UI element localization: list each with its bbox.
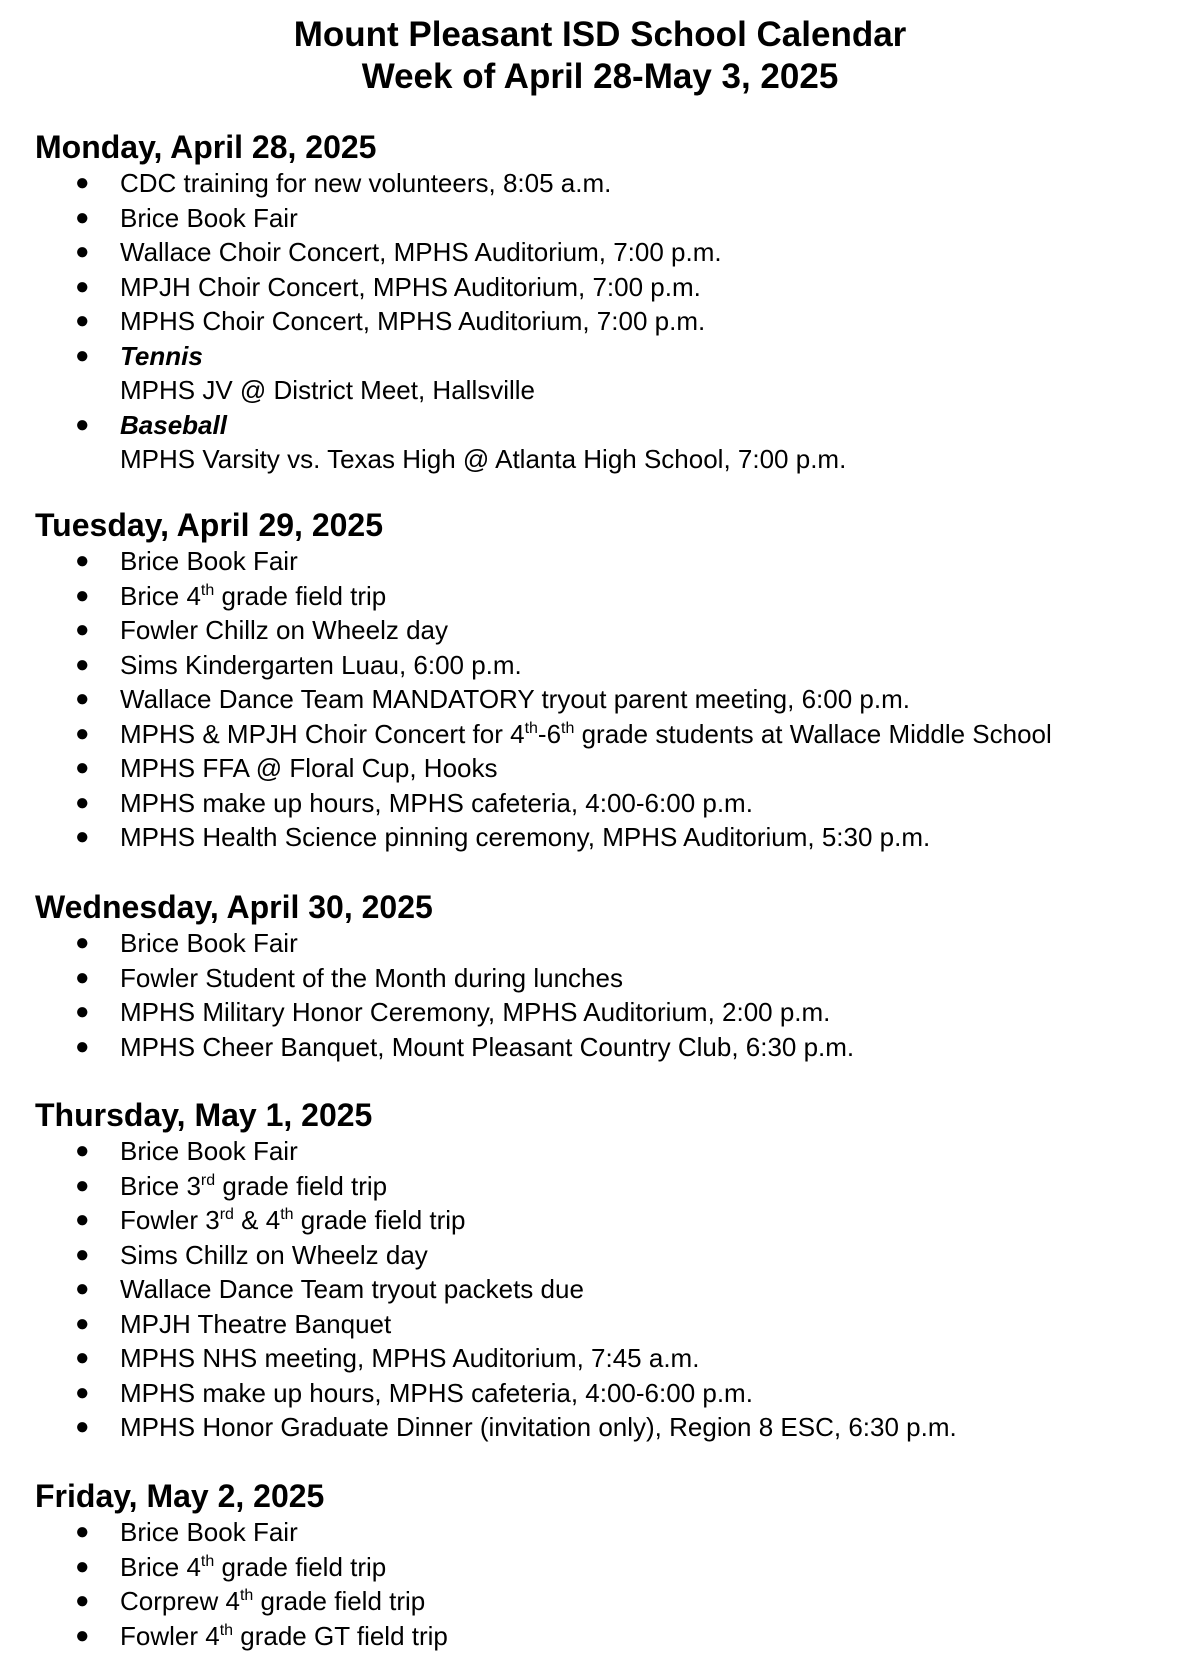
event-item	[35, 820, 1185, 855]
event-item	[35, 1272, 1185, 1307]
event-text: MPHS NHS meeting, MPHS Auditorium, 7:45 a.m.	[120, 1343, 699, 1373]
day-heading: Thursday, May 1, 2025	[35, 1096, 1185, 1134]
event-item	[35, 1134, 1185, 1169]
event-text: grade students at Wallace Middle School	[574, 719, 1051, 749]
event-text: MPHS make up hours, MPHS cafeteria, 4:00-6:00 p.m.	[120, 788, 753, 818]
ordinal-suffix: th	[220, 1622, 233, 1639]
ordinal-suffix: rd	[220, 1206, 234, 1223]
day-section-monday	[35, 128, 1185, 477]
bullet-icon: ●	[75, 270, 90, 305]
event-item	[35, 166, 1185, 201]
bullet-icon: ●	[75, 1376, 90, 1411]
bullet-icon: ●	[75, 682, 90, 717]
event-item	[35, 304, 1185, 339]
event-text: Wallace Dance Team MANDATORY tryout parent meeting, 6:00 p.m.	[120, 684, 910, 714]
event-list	[35, 1134, 1185, 1445]
event-item	[35, 1515, 1185, 1550]
bullet-icon: ●	[75, 339, 90, 374]
event-text: MPJH Choir Concert, MPHS Auditorium, 7:00 p.m.	[120, 272, 701, 302]
bullet-icon: ●	[75, 820, 90, 855]
ordinal-suffix: th	[201, 1553, 214, 1570]
document-subtitle: Week of April 28-May 3, 2025	[0, 56, 1200, 98]
event-list	[35, 544, 1185, 855]
event-text: Sims Kindergarten Luau, 6:00 p.m.	[120, 650, 522, 680]
bullet-icon: ●	[75, 1272, 90, 1307]
day-section-friday	[35, 1477, 1185, 1653]
event-text: MPHS make up hours, MPHS cafeteria, 4:00-6:00 p.m.	[120, 1378, 753, 1408]
event-item	[35, 1584, 1185, 1619]
event-text: MPHS Honor Graduate Dinner (invitation only), Region 8 ESC, 6:30 p.m.	[120, 1412, 957, 1442]
event-item	[35, 408, 1185, 477]
event-text: grade field trip	[214, 1552, 386, 1582]
ordinal-suffix: th	[201, 582, 214, 599]
event-category: Baseball	[120, 408, 1185, 443]
day-heading: Monday, April 28, 2025	[35, 128, 1185, 166]
bullet-icon: ●	[75, 1134, 90, 1169]
event-item	[35, 717, 1185, 752]
event-text: Brice Book Fair	[120, 1136, 298, 1166]
event-text: grade field trip	[214, 581, 386, 611]
event-item	[35, 1169, 1185, 1204]
event-text: grade field trip	[215, 1171, 387, 1201]
day-section-wednesday	[35, 888, 1185, 1064]
event-item	[35, 579, 1185, 614]
event-item	[35, 682, 1185, 717]
event-text: Brice Book Fair	[120, 546, 298, 576]
day-heading: Wednesday, April 30, 2025	[35, 888, 1185, 926]
event-text: MPHS Choir Concert, MPHS Auditorium, 7:00 p.m.	[120, 306, 705, 336]
event-category: Tennis	[120, 339, 1185, 374]
bullet-icon: ●	[75, 926, 90, 961]
bullet-icon: ●	[75, 1584, 90, 1619]
event-item	[35, 1410, 1185, 1445]
bullet-icon: ●	[75, 995, 90, 1030]
event-item	[35, 926, 1185, 961]
event-item	[35, 995, 1185, 1030]
bullet-icon: ●	[75, 1550, 90, 1585]
bullet-icon: ●	[75, 1203, 90, 1238]
event-item	[35, 613, 1185, 648]
bullet-icon: ●	[75, 1515, 90, 1550]
event-text: Corprew 4	[120, 1586, 240, 1616]
event-list	[35, 926, 1185, 1064]
event-item	[35, 1203, 1185, 1238]
event-text: -6	[538, 719, 561, 749]
event-item	[35, 1030, 1185, 1065]
event-detail: MPHS Varsity vs. Texas High @ Atlanta High School, 7:00 p.m.	[120, 442, 1185, 477]
event-item	[35, 201, 1185, 236]
event-text: MPHS FFA @ Floral Cup, Hooks	[120, 753, 498, 783]
ordinal-suffix: rd	[201, 1172, 215, 1189]
bullet-icon: ●	[75, 1238, 90, 1273]
event-text: MPHS Health Science pinning ceremony, MPHS Auditorium, 5:30 p.m.	[120, 822, 930, 852]
event-item	[35, 1376, 1185, 1411]
bullet-icon: ●	[75, 717, 90, 752]
ordinal-suffix: th	[561, 720, 574, 737]
event-text: Sims Chillz on Wheelz day	[120, 1240, 428, 1270]
event-item	[35, 1307, 1185, 1342]
event-item	[35, 1619, 1185, 1653]
bullet-icon: ●	[75, 1619, 90, 1653]
document-header	[0, 14, 1200, 98]
event-item	[35, 1550, 1185, 1585]
day-section-tuesday	[35, 506, 1185, 855]
event-item	[35, 961, 1185, 996]
day-section-thursday	[35, 1096, 1185, 1445]
bullet-icon: ●	[75, 613, 90, 648]
ordinal-suffix: th	[240, 1587, 253, 1604]
event-text: MPHS Military Honor Ceremony, MPHS Auditorium, 2:00 p.m.	[120, 997, 830, 1027]
event-text: Brice Book Fair	[120, 928, 298, 958]
event-text: MPJH Theatre Banquet	[120, 1309, 391, 1339]
event-text: Fowler 4	[120, 1621, 220, 1651]
event-item	[35, 1238, 1185, 1273]
event-text: grade field trip	[294, 1205, 466, 1235]
event-item	[35, 339, 1185, 408]
bullet-icon: ●	[75, 961, 90, 996]
event-text: Brice 4	[120, 1552, 201, 1582]
event-text: grade GT field trip	[233, 1621, 448, 1651]
bullet-icon: ●	[75, 201, 90, 236]
event-item	[35, 544, 1185, 579]
bullet-icon: ●	[75, 579, 90, 614]
day-heading: Tuesday, April 29, 2025	[35, 506, 1185, 544]
document-title: Mount Pleasant ISD School Calendar	[0, 14, 1200, 56]
event-text: Fowler Chillz on Wheelz day	[120, 615, 448, 645]
bullet-icon: ●	[75, 166, 90, 201]
event-text: Brice 4	[120, 581, 201, 611]
bullet-icon: ●	[75, 648, 90, 683]
bullet-icon: ●	[75, 1410, 90, 1445]
event-item	[35, 648, 1185, 683]
event-text: Wallace Choir Concert, MPHS Auditorium, 7:00 p.m.	[120, 237, 722, 267]
day-heading: Friday, May 2, 2025	[35, 1477, 1185, 1515]
ordinal-suffix: th	[280, 1206, 293, 1223]
event-detail: MPHS JV @ District Meet, Hallsville	[120, 373, 1185, 408]
event-text: Fowler 3	[120, 1205, 220, 1235]
event-text: Brice Book Fair	[120, 203, 298, 233]
bullet-icon: ●	[75, 1341, 90, 1376]
bullet-icon: ●	[75, 1307, 90, 1342]
event-list	[35, 1515, 1185, 1653]
event-text: & 4	[234, 1205, 280, 1235]
event-text: MPHS Cheer Banquet, Mount Pleasant Country Club, 6:30 p.m.	[120, 1032, 854, 1062]
bullet-icon: ●	[75, 235, 90, 270]
event-text: CDC training for new volunteers, 8:05 a.m.	[120, 168, 611, 198]
bullet-icon: ●	[75, 751, 90, 786]
event-item	[35, 270, 1185, 305]
event-text: grade field trip	[253, 1586, 425, 1616]
event-item	[35, 751, 1185, 786]
event-item	[35, 786, 1185, 821]
event-list	[35, 166, 1185, 477]
ordinal-suffix: th	[525, 720, 538, 737]
bullet-icon: ●	[75, 304, 90, 339]
event-text: Brice 3	[120, 1171, 201, 1201]
bullet-icon: ●	[75, 544, 90, 579]
event-item	[35, 1341, 1185, 1376]
bullet-icon: ●	[75, 1030, 90, 1065]
bullet-icon: ●	[75, 786, 90, 821]
bullet-icon: ●	[75, 408, 90, 443]
event-text: Brice Book Fair	[120, 1517, 298, 1547]
event-item	[35, 235, 1185, 270]
event-text: MPHS & MPJH Choir Concert for 4	[120, 719, 525, 749]
event-text: Fowler Student of the Month during lunches	[120, 963, 623, 993]
bullet-icon: ●	[75, 1169, 90, 1204]
event-text: Wallace Dance Team tryout packets due	[120, 1274, 584, 1304]
